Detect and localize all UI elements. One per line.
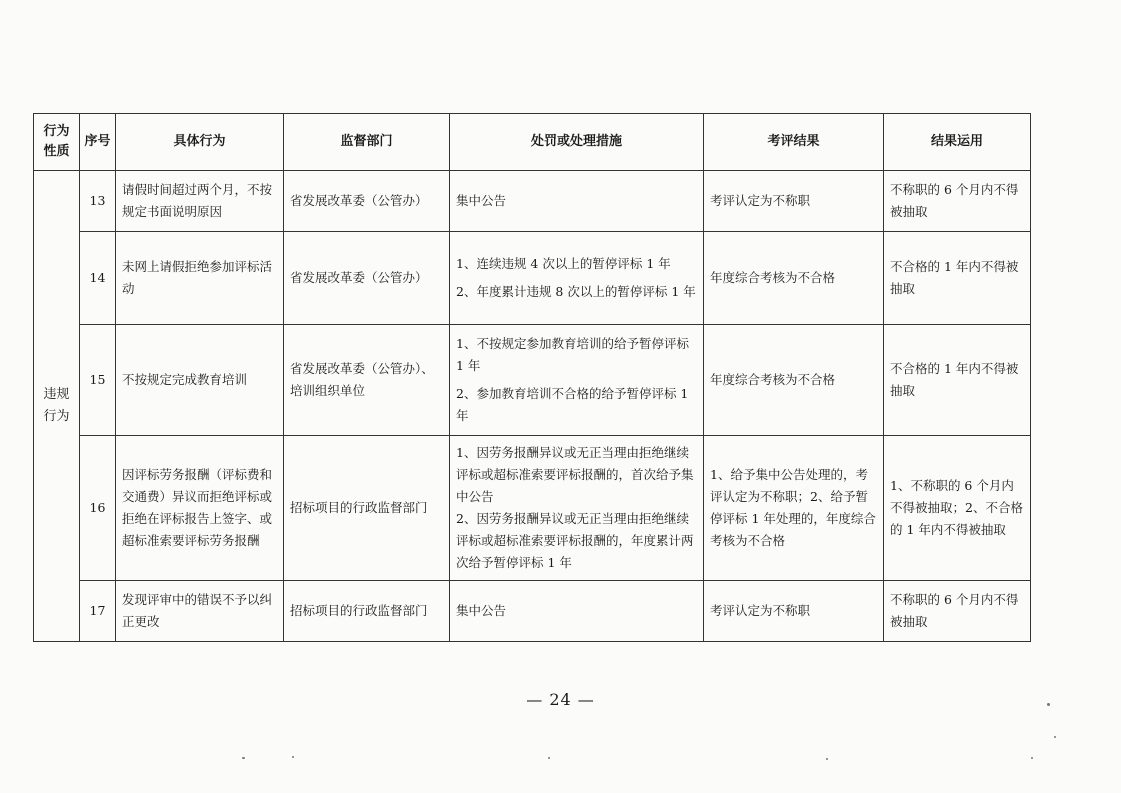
usage-cell: 不合格的 1 年内不得被抽取 bbox=[884, 232, 1031, 325]
dept-cell: 省发展改革委（公管办） bbox=[284, 232, 450, 325]
measures-cell bbox=[450, 171, 704, 232]
behavior-cell: 发现评审中的错误不予以纠正更改 bbox=[116, 581, 284, 642]
measures-cell bbox=[450, 581, 704, 642]
measure-item: 集中公告 bbox=[456, 603, 507, 618]
dept-cell: 省发展改革委（公管办） bbox=[284, 171, 450, 232]
seq-cell: 13 bbox=[80, 171, 116, 232]
header-seq: 序号 bbox=[80, 114, 116, 171]
table-header-row bbox=[34, 114, 1031, 171]
measure-item: 2、因劳务报酬异议或无正当理由拒绝继续评标或超标准索要评标报酬的，年度累计两次给予暂停评标 1 年 bbox=[456, 511, 694, 570]
measures-cell bbox=[450, 232, 704, 325]
seq-cell: 17 bbox=[80, 581, 116, 642]
measure-item: 2、参加教育培训不合格的给予暂停评标 1 年 bbox=[456, 386, 689, 423]
dept-cell: 招标项目的行政监督部门 bbox=[284, 581, 450, 642]
header-dept: 监督部门 bbox=[284, 114, 450, 171]
scan-speck bbox=[292, 756, 294, 758]
header-nature: 行为性质 bbox=[34, 114, 80, 171]
table-row bbox=[34, 171, 1031, 232]
page-number: — 24 — bbox=[526, 690, 595, 709]
measure-item: 2、年度累计违规 8 次以上的暂停评标 1 年 bbox=[456, 284, 696, 299]
behavior-cell: 请假时间超过两个月，不按规定书面说明原因 bbox=[116, 171, 284, 232]
measures-cell bbox=[450, 325, 704, 436]
header-usage: 结果运用 bbox=[884, 114, 1031, 171]
seq-cell: 14 bbox=[80, 232, 116, 325]
measure-item: 1、不按规定参加教育培训的给予暂停评标 1 年 bbox=[456, 336, 689, 373]
usage-cell: 不称职的 6 个月内不得被抽取 bbox=[884, 581, 1031, 642]
nature-cell: 违规行为 bbox=[34, 171, 80, 642]
header-measures: 处罚或处理措施 bbox=[450, 114, 704, 171]
measure-item: 1、连续违规 4 次以上的暂停评标 1 年 bbox=[456, 256, 671, 271]
usage-cell: 不合格的 1 年内不得被抽取 bbox=[884, 325, 1031, 436]
seq-cell: 15 bbox=[80, 325, 116, 436]
evaluation-cell: 年度综合考核为不合格 bbox=[704, 325, 884, 436]
evaluation-cell: 考评认定为不称职 bbox=[704, 171, 884, 232]
measures-cell bbox=[450, 436, 704, 581]
scan-speck bbox=[242, 757, 245, 759]
usage-cell: 不称职的 6 个月内不得被抽取 bbox=[884, 171, 1031, 232]
table-row bbox=[34, 581, 1031, 642]
dept-cell: 省发展改革委（公管办）、培训组织单位 bbox=[284, 325, 450, 436]
behavior-cell: 因评标劳务报酬（评标费和交通费）异议而拒绝评标或拒绝在评标报告上签字、或超标准索要评标劳务报酬 bbox=[116, 436, 284, 581]
measure-item: 集中公告 bbox=[456, 193, 507, 208]
behavior-cell: 不按规定完成教育培训 bbox=[116, 325, 284, 436]
behavior-cell: 未网上请假拒绝参加评标活动 bbox=[116, 232, 284, 325]
seq-cell: 16 bbox=[80, 436, 116, 581]
violation-rules-table bbox=[33, 113, 1031, 642]
scan-speck bbox=[1031, 757, 1033, 759]
header-behavior: 具体行为 bbox=[116, 114, 284, 171]
scan-speck bbox=[548, 757, 550, 759]
scan-speck bbox=[826, 758, 828, 760]
dept-cell: 招标项目的行政监督部门 bbox=[284, 436, 450, 581]
evaluation-cell: 年度综合考核为不合格 bbox=[704, 232, 884, 325]
usage-cell: 1、不称职的 6 个月内不得被抽取；2、不合格的 1 年内不得被抽取 bbox=[884, 436, 1031, 581]
table-row bbox=[34, 232, 1031, 325]
header-evaluation: 考评结果 bbox=[704, 114, 884, 171]
evaluation-cell: 考评认定为不称职 bbox=[704, 581, 884, 642]
measure-item: 1、因劳务报酬异议或无正当理由拒绝继续评标或超标准索要评标报酬的，首次给予集中公告 bbox=[456, 445, 694, 504]
evaluation-cell: 1、给予集中公告处理的，考评认定为不称职；2、给予暂停评标 1 年处理的，年度综合考核为不合格 bbox=[704, 436, 884, 581]
scan-speck bbox=[1047, 703, 1050, 706]
scan-speck bbox=[1054, 736, 1056, 738]
table-row bbox=[34, 325, 1031, 436]
table-row bbox=[34, 436, 1031, 581]
